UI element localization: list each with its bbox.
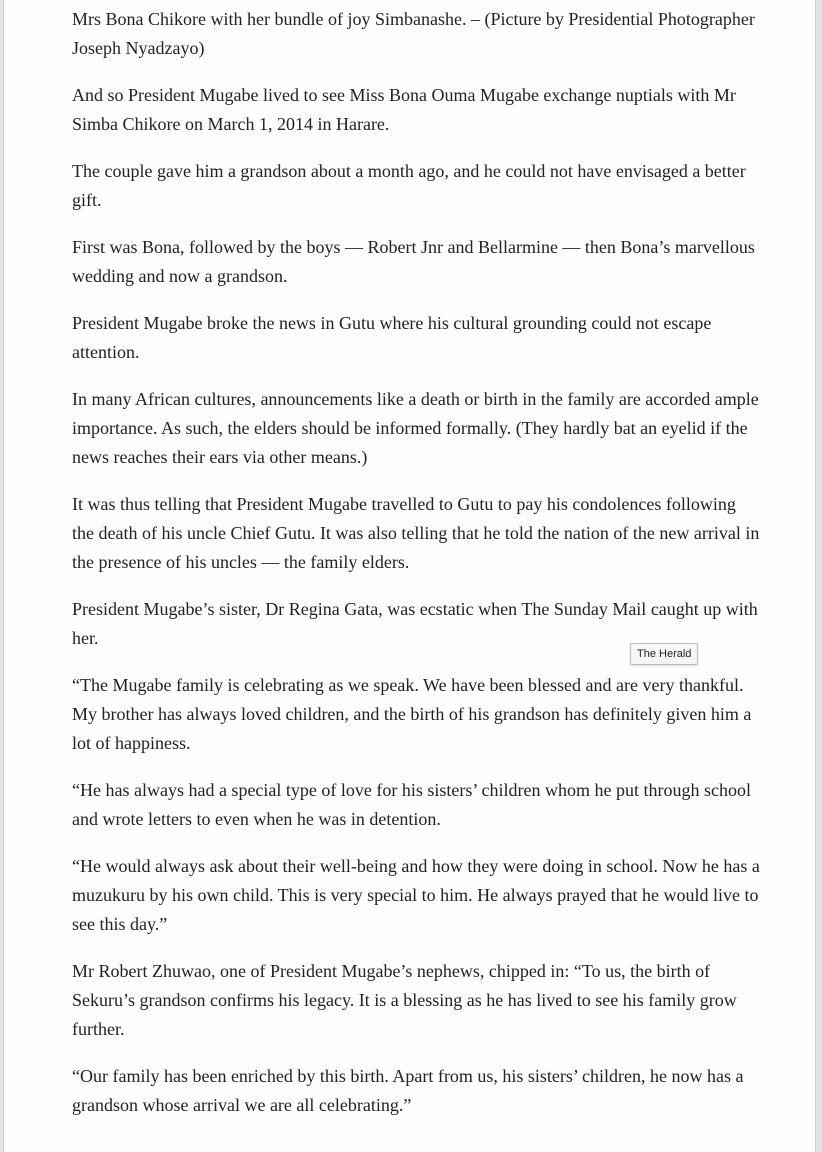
article-paragraph: President Mugabe broke the news in Gutu where his cultural grounding could not escape attention.: [72, 313, 712, 362]
link-tooltip: The Herald: [630, 643, 698, 665]
image-caption: Mrs Bona Chikore with her bundle of joy Simbanashe. – (Picture by Presidential Photographer Joseph Nyadzayo): [72, 9, 755, 58]
article-paragraph: “He has always had a special type of love for his sisters’ children whom he put through school and wrote letters to even when he was in detention.: [72, 780, 751, 829]
article-paragraph: It was thus telling that President Mugabe travelled to Gutu to pay his condolences following the death of his uncle Chief Gutu. It was also telling that he told the nation of the new arrival in the presence of his uncles — the family elders.: [72, 494, 760, 572]
article-body: [72, 5, 762, 1138]
article-paragraph: President Mugabe’s sister, Dr Regina Gata, was ecstatic when The Sunday Mail caught up with her.: [72, 599, 758, 648]
article-paragraph: In many African cultures, announcements like a death or birth in the family are accorded ample importance. As such, the elders should be informed formally. (They hardly bat an eyelid if the news reaches their ears via other means.): [72, 389, 759, 467]
article-paragraph: “He would always ask about their well-being and how they were doing in school. Now he has a muzukuru by his own child. This is very special to him. He always prayed that he would live to see this day.”: [72, 856, 760, 934]
article-paragraph: “The Mugabe family is celebrating as we speak. We have been blessed and are very thankful. My brother has always loved children, and the birth of his grandson has definitely given him a lot of happiness.: [72, 675, 752, 753]
page-container: [3, 0, 816, 1152]
article-paragraph: The couple gave him a grandson about a month ago, and he could not have envisaged a better gift.: [72, 161, 746, 210]
article-paragraph: “Our family has been enriched by this birth. Apart from us, his sisters’ children, he now has a grandson whose arrival we are all celebrating.”: [72, 1066, 744, 1115]
article-paragraph: First was Bona, followed by the boys — Robert Jnr and Bellarmine — then Bona’s marvellous wedding and now a grandson.: [72, 237, 755, 286]
article-paragraph: And so President Mugabe lived to see Miss Bona Ouma Mugabe exchange nuptials with Mr Simba Chikore on March 1, 2014 in Harare.: [72, 85, 736, 134]
article-paragraph: Mr Robert Zhuwao, one of President Mugabe’s nephews, chipped in: “To us, the birth of Sekuru’s grandson confirms his legacy. It is a blessing as he has lived to see his family grow further.: [72, 961, 737, 1039]
